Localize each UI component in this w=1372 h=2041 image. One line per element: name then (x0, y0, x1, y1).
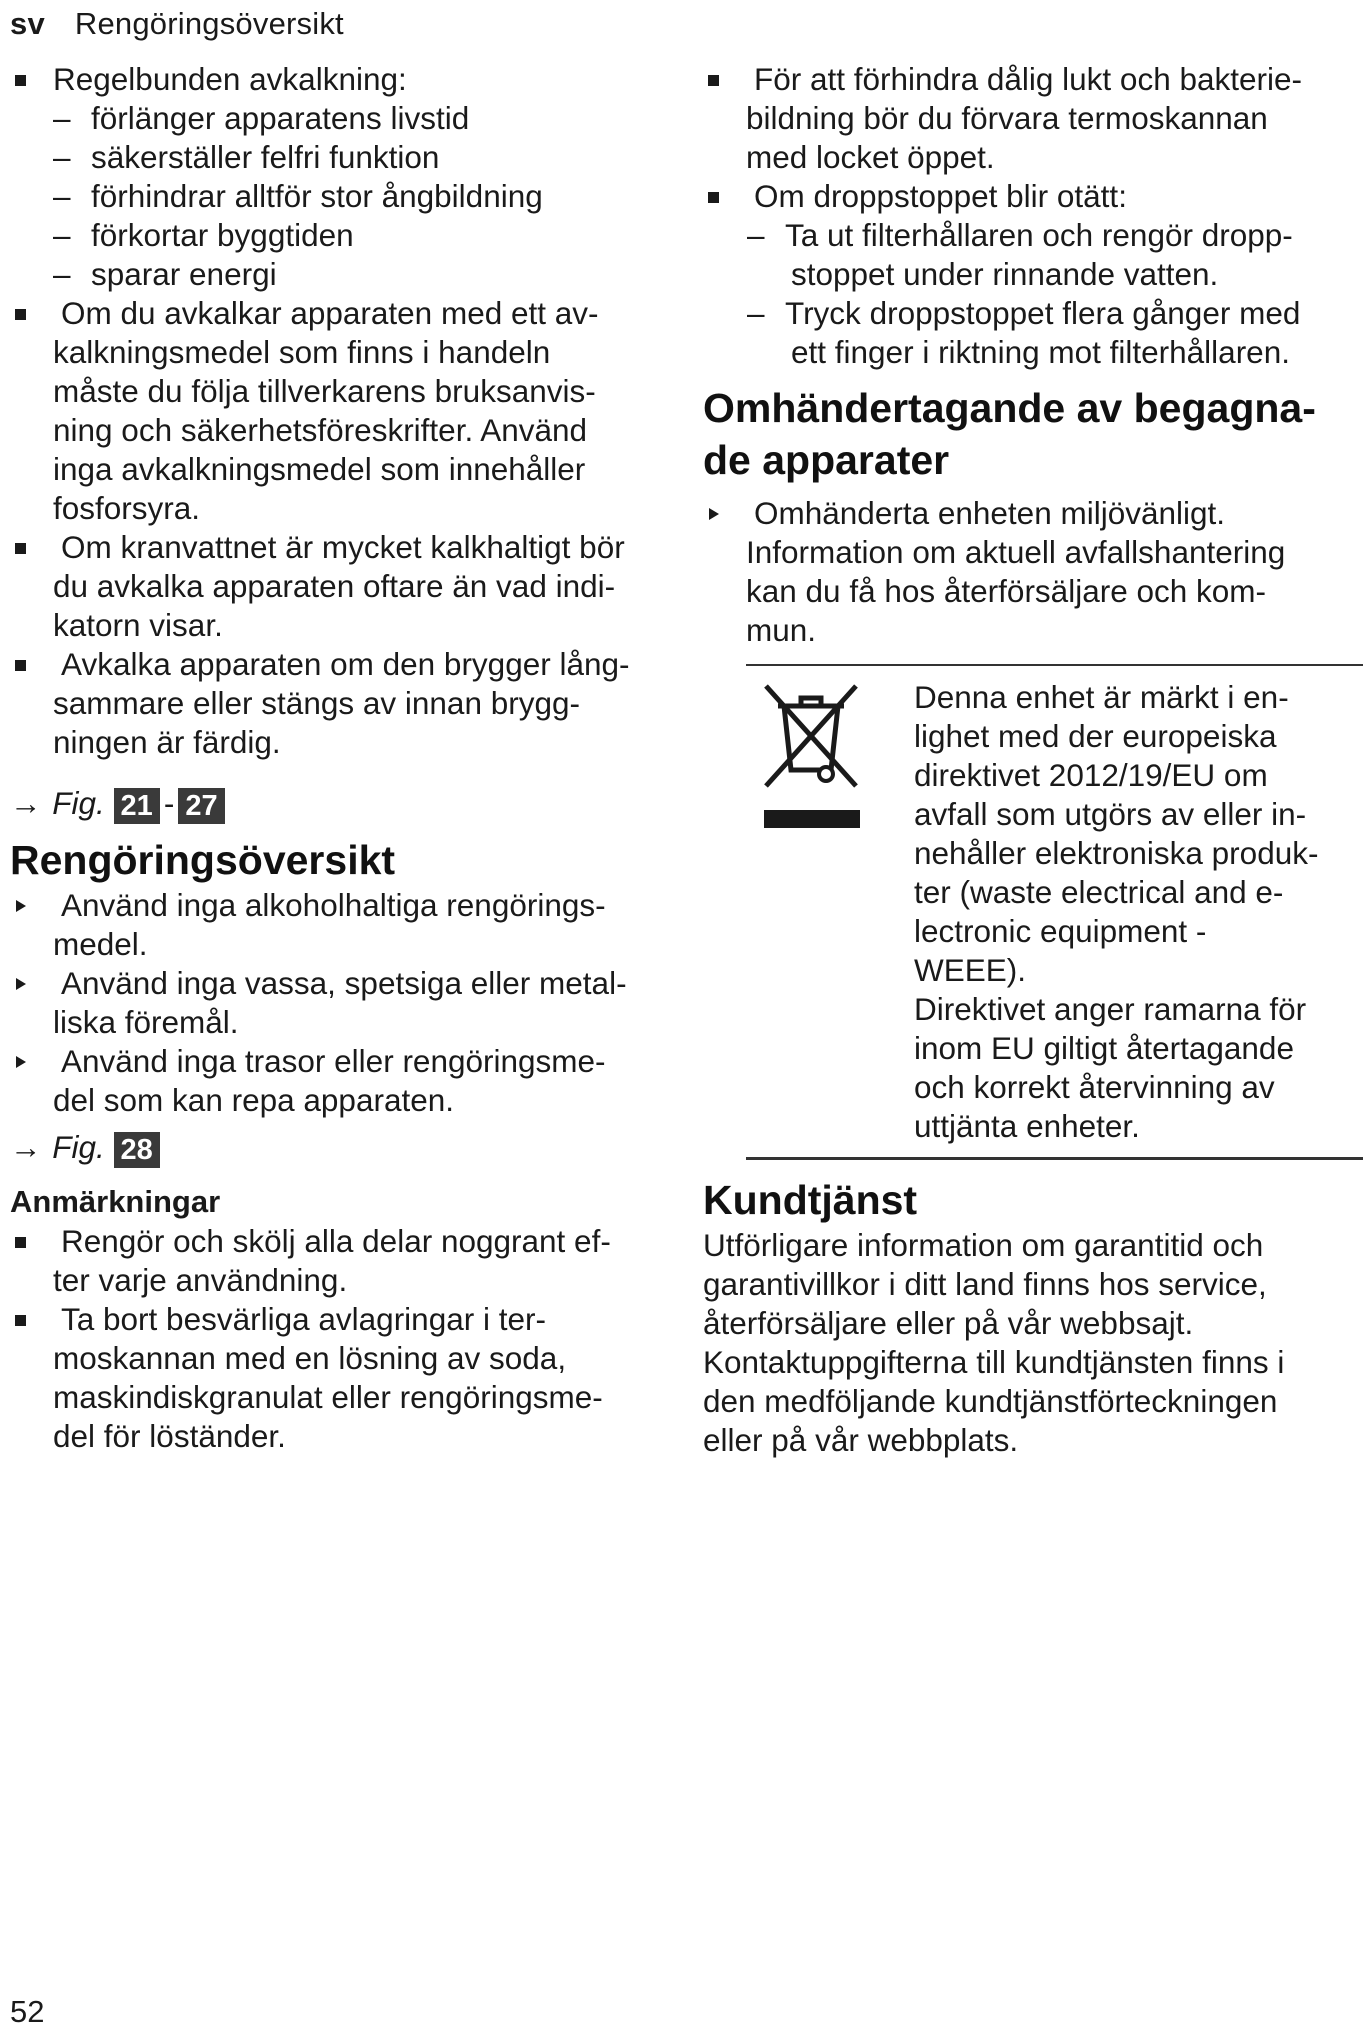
square-bullet-icon (708, 75, 719, 86)
header-title: Rengöringsöversikt (74, 6, 344, 41)
dash-icon: – (53, 178, 71, 214)
language-code: sv (10, 6, 45, 41)
square-bullet-icon (15, 309, 26, 320)
step-item: Använd inga vassa, spetsiga eller metal- liska föremål. (10, 964, 690, 1042)
sub-item: – sparar energi (53, 256, 277, 292)
weee-text: Denna enhet är märkt i en- lighet med der europeiska direktivet 2012/19/EU om avfall som utgörs av eller in- nehåller elektroniska produk- ter (waste electrical and e- lectronic equipment - WEEE). Direktivet anger ramarna för inom EU giltigt återtagande och korrekt återvinning av uttjänta enheter. (914, 679, 1319, 1144)
arrow-icon: → (10, 785, 42, 821)
section-heading-cleaning: Rengöringsöversikt (10, 837, 396, 883)
weee-notice (746, 664, 1363, 1160)
triangle-arrow-icon (709, 508, 719, 520)
note-item: Ta bort besvärliga avlagringar i ter- moskannan med en lösning av soda, maskindiskgranulat eller rengöringsme- del för löständer. (10, 1300, 690, 1456)
page-number: 52 (10, 1994, 45, 2029)
square-bullet-icon (15, 1237, 26, 1248)
bullet-hard-water: Om kranvattnet är mycket kalkhaltigt bör du avkalka apparaten oftare än vad indi- katorn visar. (10, 528, 690, 645)
triangle-arrow-icon (16, 978, 26, 990)
sub-item: – Tryck droppstoppet flera gånger med ett finger i riktning mot filterhållaren. (747, 295, 1301, 370)
dash-icon: – (53, 100, 71, 136)
sub-item: – förhindrar alltför stor ångbildning (53, 178, 543, 214)
step-item: Använd inga trasor eller rengöringsme- del som kan repa apparaten. (10, 1042, 690, 1120)
section-heading-service: Kundtjänst (703, 1177, 918, 1223)
bullet-thermos: För att förhindra dålig lukt och bakterie- bildning bör du förvara termoskannan med locket öppet. (703, 60, 1363, 177)
bullet-text: Regelbunden avkalkning: (53, 61, 407, 97)
note-item: Rengör och skölj alla delar noggrant ef- ter varje användning. (10, 1222, 690, 1300)
square-bullet-icon (708, 192, 719, 203)
figure-reference: → Fig. 28 (10, 1126, 690, 1168)
sub-item: – förlänger apparatens livstid (53, 100, 470, 136)
sub-item: – förkortar byggtiden (53, 217, 354, 253)
step-item: Använd inga alkoholhaltiga rengörings- medel. (10, 886, 690, 964)
arrow-icon: → (10, 1129, 42, 1165)
triangle-arrow-icon (16, 1056, 26, 1068)
crossed-bin-icon (756, 678, 866, 828)
step-item: Omhänderta enheten miljövänligt. Information om aktuell avfallshantering kan du få hos återförsäljare och kom- mun. (703, 494, 1363, 650)
sub-item: – säkerställer felfri funktion (53, 139, 440, 175)
square-bullet-icon (15, 660, 26, 671)
sub-item: – Ta ut filterhållaren och rengör dropp- stoppet under rinnande vatten. (747, 217, 1293, 292)
bullet-commercial-descaler: Om du avkalkar apparaten med ett av- kalkningsmedel som finns i handeln måste du följa tillverkarens bruksanvis- ning och säkerhetsföreskrifter. Använd inga avkalkningsmedel som innehåller fosforsyra. (10, 294, 690, 528)
page-header (10, 6, 344, 42)
bullet-slow-brewing: Avkalka apparaten om den brygger lång- sammare eller stängs av innan brygg- ningen är färdig. (10, 645, 690, 762)
dash-icon: – (747, 217, 765, 253)
notes-heading: Anmärkningar (10, 1184, 221, 1219)
section-heading-disposal: Omhändertagande av begagna- de apparater (703, 385, 1316, 483)
figure-badge: 21 (114, 788, 160, 824)
dash-icon: – (53, 217, 71, 253)
dash-icon: – (53, 256, 71, 292)
right-column (703, 60, 1363, 1460)
figure-badge: 27 (178, 788, 224, 824)
figure-reference: → Fig. 21 - 27 (10, 782, 690, 824)
dash-icon: – (53, 139, 71, 175)
bullet-drip-stop: Om droppstoppet blir otätt: (703, 177, 1363, 216)
service-text: Utförligare information om garantitid och garantivillkor i ditt land finns hos service, återförsäljare eller på vår webbsajt. Kontaktuppgifterna till kundtjänsten finns i den medföljande kundtjänstförteckningen eller på vår webbplats. (703, 1227, 1285, 1458)
square-bullet-icon (15, 1315, 26, 1326)
square-bullet-icon (15, 75, 26, 86)
figure-badge: 28 (114, 1132, 160, 1168)
triangle-arrow-icon (16, 900, 26, 912)
square-bullet-icon (15, 543, 26, 554)
dash-icon: – (747, 295, 765, 331)
left-column (10, 60, 690, 1456)
bullet-descaling (10, 60, 690, 99)
